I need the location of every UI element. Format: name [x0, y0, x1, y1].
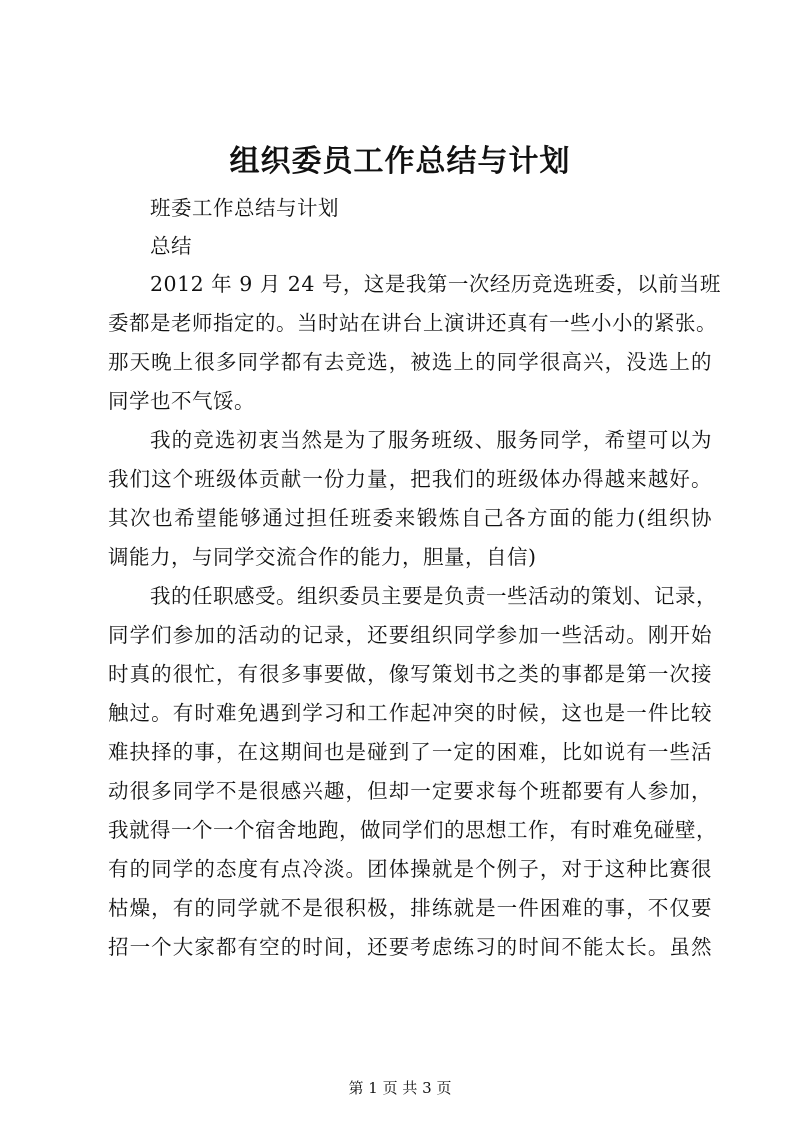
- body-line: 调能力，与同学交流合作的能力，胆量，自信): [108, 545, 537, 569]
- body-line: 动很多同学不是很感兴趣，但却一定要求每个班都要有人参加，: [108, 779, 712, 803]
- subtitle-line: 班委工作总结与计划: [150, 196, 339, 220]
- body-line: 招一个大家都有空的时间，还要考虑练习的时间不能太长。虽然: [108, 935, 712, 959]
- body-line: 我就得一个一个宿舍地跑，做同学们的思想工作，有时难免碰壁，: [108, 818, 717, 842]
- document-title: 组织委员工作总结与计划: [229, 144, 571, 179]
- body-line: 触过。有时难免遇到学习和工作起冲突的时候，这也是一件比较: [108, 701, 712, 725]
- body-line: 其次也希望能够通过担任班委来锻炼自己各方面的能力(组织协: [108, 506, 712, 530]
- body-line: 时真的很忙，有很多事要做，像写策划书之类的事都是第一次接: [108, 662, 712, 686]
- body-line: 我们这个班级体贡献一份力量，把我们的班级体办得越来越好。: [108, 467, 712, 491]
- body-line: 难抉择的事，在这期间也是碰到了一定的困难，比如说有一些活: [108, 740, 712, 764]
- body-line: 枯燥，有的同学就不是很积极，排练就是一件困难的事，不仅要: [108, 896, 712, 920]
- body-line: 委都是老师指定的。当时站在讲台上演讲还真有一些小小的紧张。: [108, 311, 717, 335]
- body-line: 我的竞选初衷当然是为了服务班级、服务同学，希望可以为: [150, 428, 712, 452]
- body-line: 2012 年 9 月 24 号，这是我第一次经历竞选班委，以前当班: [150, 272, 721, 296]
- body-line: 我的任职感受。组织委员主要是负责一些活动的策划、记录，: [150, 584, 717, 608]
- body-line: 有的同学的态度有点冷淡。团体操就是个例子，对于这种比赛很: [108, 857, 712, 881]
- body-line: 同学们参加的活动的记录，还要组织同学参加一些活动。刚开始: [108, 623, 712, 647]
- body-line: 那天晚上很多同学都有去竞选，被选上的同学很高兴，没选上的: [108, 350, 712, 374]
- section-heading: 总结: [150, 234, 192, 258]
- body-line: 同学也不气馁。: [108, 389, 255, 413]
- page-footer: 第 1 页 共 3 页: [348, 1079, 452, 1097]
